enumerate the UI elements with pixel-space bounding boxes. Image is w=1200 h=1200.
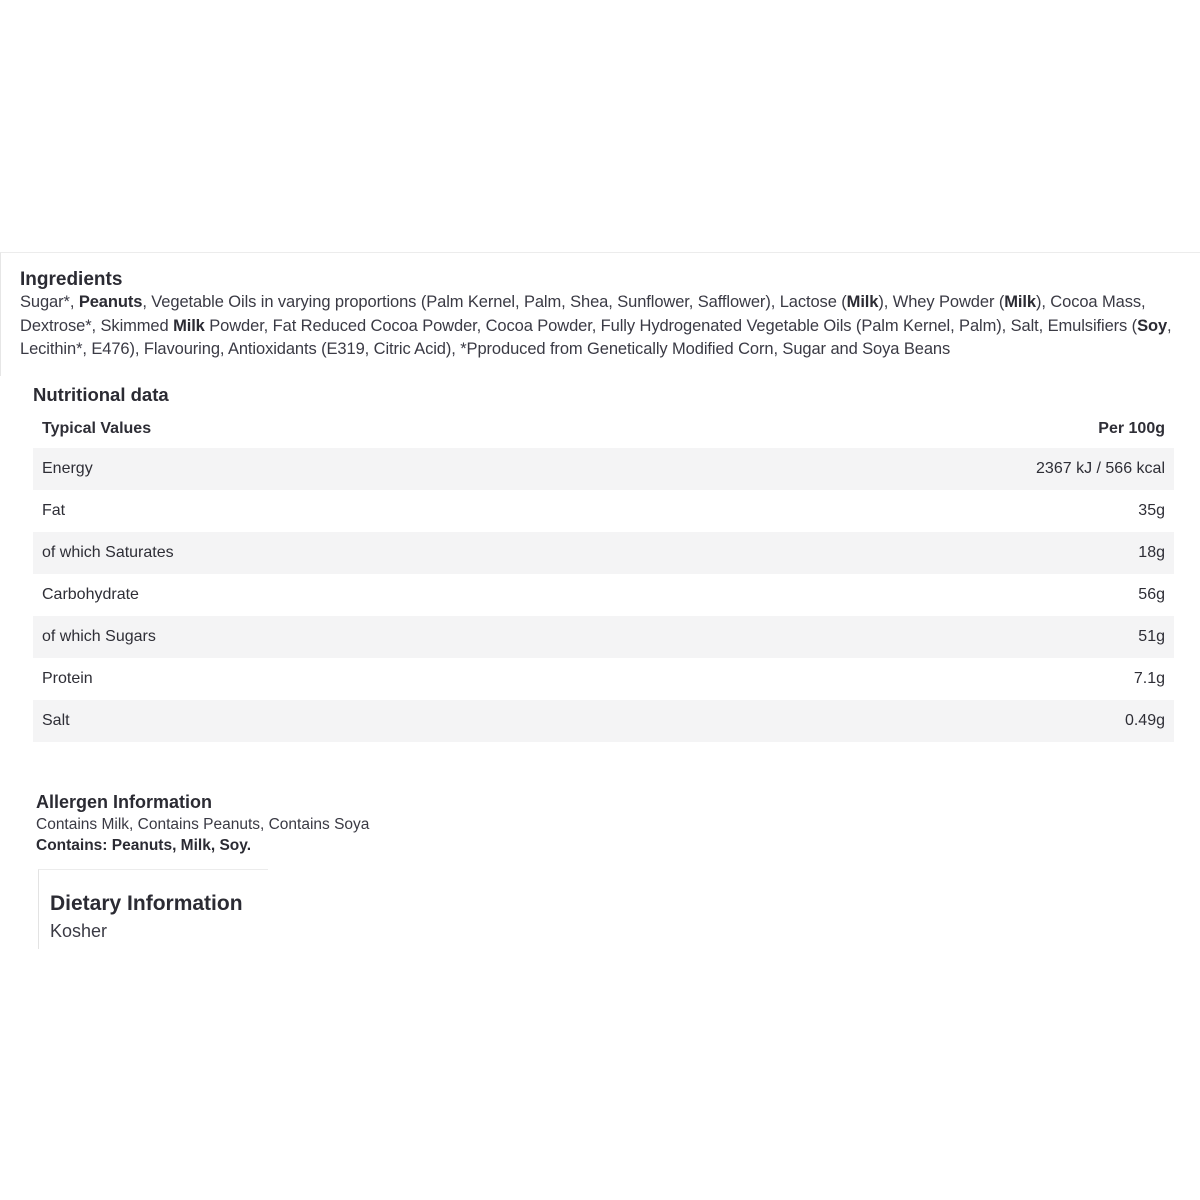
ingredient-text-segment: Powder, Fat Reduced Cocoa Powder, Cocoa Powder, Fully Hydrogenated Vegetable Oils (Palm Kernel, Palm), Salt, Emulsifiers ( — [204, 316, 1138, 335]
ingredients-heading: Ingredients — [20, 269, 123, 290]
nutrition-row — [33, 658, 1174, 700]
nutrition-row — [33, 490, 1174, 532]
nutrition-row — [33, 574, 1174, 616]
nutrient-label: Energy — [42, 460, 93, 477]
dietary-heading: Dietary Information — [50, 892, 243, 915]
nutrition-table — [33, 410, 1174, 742]
nutrient-value: 51g — [1138, 628, 1165, 645]
nutrient-value: 18g — [1138, 544, 1165, 561]
nutrient-label: Salt — [42, 712, 70, 729]
ingredient-text-segment: ), Whey Powder ( — [878, 293, 1005, 311]
allergen-contains-list: Contains Milk, Contains Peanuts, Contains Soya — [36, 816, 370, 833]
allergen-section — [36, 792, 369, 856]
ingredient-text-segment: ), Cocoa Mass, Dextrose*, Skimmed — [20, 293, 1146, 335]
dietary-section — [38, 869, 268, 949]
nutrient-value: 2367 kJ / 566 kcal — [1036, 460, 1165, 477]
nutrient-value: 35g — [1138, 502, 1165, 519]
ingredient-text-segment: Sugar*, — [20, 293, 79, 311]
nutrient-label: of which Sugars — [42, 628, 156, 645]
nutrition-heading: Nutritional data — [33, 384, 169, 405]
nutrition-row — [33, 616, 1174, 658]
ingredient-text-segment: , Lecithin*, E476), Flavouring, Antioxidants (E319, Citric Acid), *Pproduced from Genetically Modified Corn, Sugar and Soya Beans — [20, 316, 1172, 358]
nutrient-value: 7.1g — [1133, 670, 1165, 687]
allergen-contains-summary: Contains: Peanuts, Milk, Soy. — [36, 837, 252, 854]
per-100g-header: Per 100g — [1098, 420, 1165, 437]
nutrient-label: Fat — [42, 502, 66, 519]
nutrition-row — [33, 700, 1174, 742]
allergen-ingredient: Milk — [846, 293, 879, 311]
ingredient-text-segment: , Vegetable Oils in varying proportions (Palm Kernel, Palm, Shea, Sunflower, Safflower), Lactose ( — [142, 293, 847, 311]
allergen-ingredient: Peanuts — [78, 293, 143, 311]
allergen-heading: Allergen Information — [36, 792, 213, 812]
nutrition-header-row — [33, 410, 1174, 448]
allergen-ingredient: Soy — [1137, 316, 1168, 335]
nutrition-row — [33, 448, 1174, 490]
nutrient-label: of which Saturates — [42, 544, 174, 561]
ingredients-section — [0, 252, 1200, 376]
nutrition-row — [33, 532, 1174, 574]
allergen-ingredient: Milk — [1004, 293, 1036, 311]
nutrient-value: 56g — [1138, 586, 1165, 603]
dietary-value: Kosher — [50, 921, 108, 941]
ingredients-text — [20, 291, 1188, 362]
allergen-ingredient: Milk — [173, 316, 205, 335]
nutrient-label: Protein — [42, 670, 93, 687]
nutrient-label: Carbohydrate — [42, 586, 139, 603]
nutrient-value: 0.49g — [1124, 712, 1165, 729]
typical-values-header: Typical Values — [42, 420, 152, 437]
